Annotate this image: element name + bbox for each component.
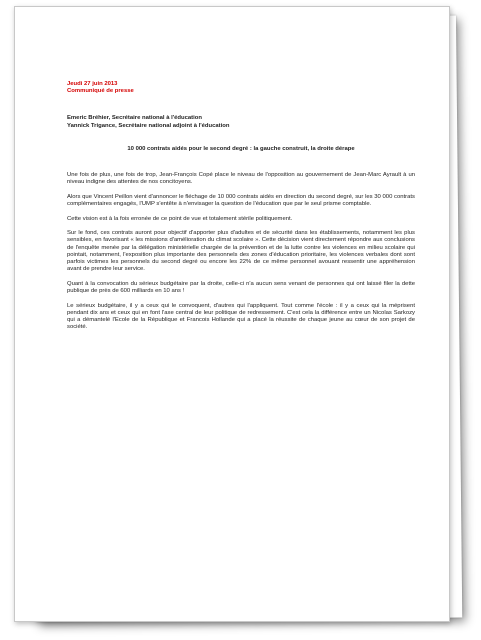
document-kind: Communiqué de presse [67, 88, 134, 95]
paragraph: Alors que Vincent Peillon vient d'annoncer le fléchage de 10 000 contrats aidés en direction du second degré, sur les 30 000 contrats complémentaires engagés, l'UMP s'entête à n'envisager la question de l'éducation que par le seul prisme comptable. [67, 193, 415, 208]
paragraph: Cette vision est à la fois erronée de ce point de vue et totalement stérile politiquement. [67, 215, 293, 222]
document-date: Jeudi 27 juin 2013 [67, 81, 118, 87]
authors-block [67, 115, 415, 129]
author-line: Emeric Bréhier, Secrétaire national à l'éducation [67, 115, 202, 122]
paragraph: Une fois de plus, une fois de trop, Jean-François Copé place le niveau de l'opposition au gouvernement de Jean-Marc Ayrault à un niveau indigne des attentes de nos concitoyens. [67, 172, 415, 186]
author-line: Yannick Trigance, Secrétaire national adjoint à l'éducation [67, 122, 230, 129]
paragraph: Sur le fond, ces contrats auront pour objectif d'apporter plus d'adultes et de sécurité dans les établissements, notamment les plus sensibles, en favorisant « les missions d'amélioration du climat scolaire ». Cette décision vient directement répondre aux conclusions de l'enquête menée par la délégation ministérielle chargée de la prévention et de la lutte contre les violences en milieu scolaire qui pointait, notamment, l'exposition plus importante des personnels des zones d'éducation prioritaire, les violences verbales dont sont parfois victimes les personnels du second degré ou encore les 22% de ce même personnel avouant ressentir une appréhension avant de prendre leur service. [67, 230, 415, 273]
document-title: 10 000 contrats aidés pour le second degré : la gauche construit, la droite dérape [127, 145, 355, 152]
paragraph: Le sérieux budgétaire, il y a ceux qui le convoquent, d'autres qui l'appliquent. Tout comme l'école : il y a ceux qui la méprisent pendant dix ans et ceux qui en font l'axe central de leur politique de redressement. C'est cela la différence entre un Nicolas Sarkozy qui a démantelé l'Ecole de la République et Francois Hollande qui a placé la réussite de chaque jeune au cœur de son projet de société. [67, 302, 415, 331]
document-content [67, 81, 415, 339]
paragraph: Quant à la convocation du sérieux budgétaire par la droite, celle-ci n'a aucun sens venant de personnes qui ont laissé filer la dette publique de près de 600 milliards en 10 ans ! [67, 280, 415, 295]
document-page [14, 6, 450, 622]
